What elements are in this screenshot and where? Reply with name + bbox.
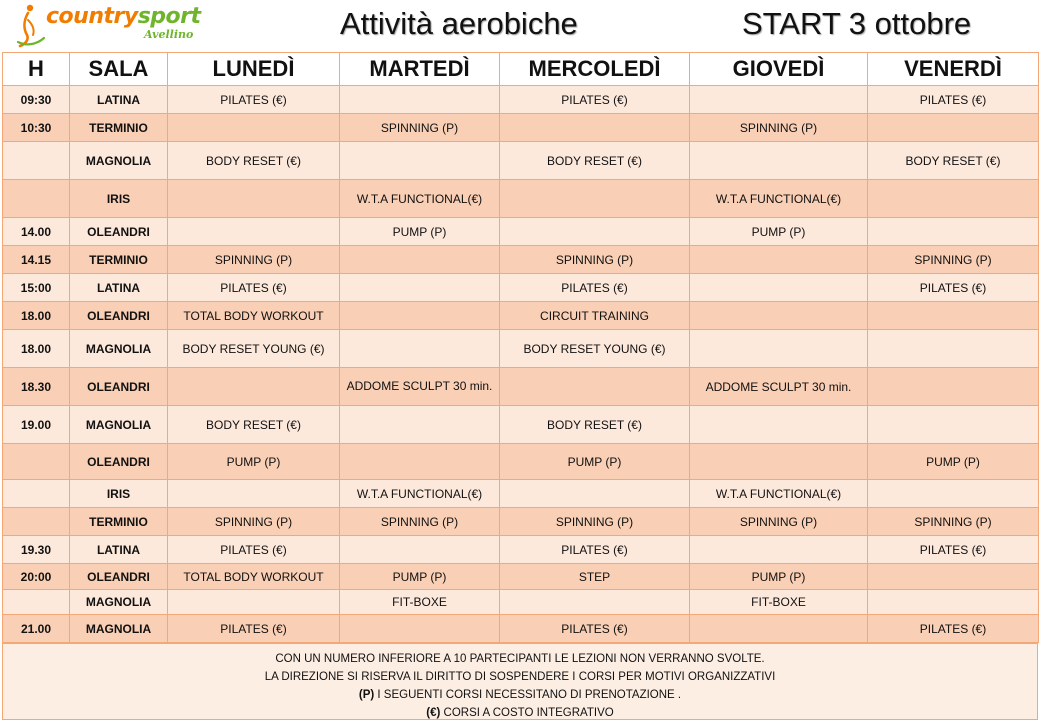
column-header-monday: LUNEDÌ	[168, 53, 340, 86]
time-cell	[3, 444, 70, 480]
class-cell-monday	[168, 480, 340, 508]
class-cell-friday: PUMP (P)	[868, 444, 1039, 480]
class-cell-tuesday	[340, 142, 500, 180]
room-cell: OLEANDRI	[70, 564, 168, 590]
room-cell: TERMINIO	[70, 246, 168, 274]
class-cell-thursday	[690, 274, 868, 302]
class-cell-wednesday	[500, 368, 690, 406]
column-header-tuesday: MARTEDÌ	[340, 53, 500, 86]
class-cell-monday: PILATES (€)	[168, 86, 340, 114]
class-cell-friday: SPINNING (P)	[868, 508, 1039, 536]
class-cell-friday	[868, 180, 1039, 218]
class-cell-thursday	[690, 246, 868, 274]
class-cell-monday	[168, 590, 340, 615]
table-row	[3, 246, 1039, 274]
class-cell-monday	[168, 114, 340, 142]
room-cell: TERMINIO	[70, 508, 168, 536]
class-cell-friday	[868, 302, 1039, 330]
class-cell-wednesday	[500, 218, 690, 246]
class-cell-tuesday: FIT-BOXE	[340, 590, 500, 615]
room-cell: LATINA	[70, 274, 168, 302]
table-row	[3, 142, 1039, 180]
class-cell-thursday: SPINNING (P)	[690, 508, 868, 536]
time-cell: 14.15	[3, 246, 70, 274]
room-cell: LATINA	[70, 536, 168, 564]
class-cell-thursday	[690, 444, 868, 480]
page-title: Attività aerobiche	[340, 6, 578, 41]
table-row	[3, 180, 1039, 218]
class-cell-wednesday: SPINNING (P)	[500, 246, 690, 274]
room-cell: OLEANDRI	[70, 302, 168, 330]
class-cell-monday: PILATES (€)	[168, 615, 340, 643]
class-cell-monday: PILATES (€)	[168, 536, 340, 564]
class-cell-tuesday	[340, 274, 500, 302]
class-cell-wednesday: STEP	[500, 564, 690, 590]
table-row	[3, 274, 1039, 302]
class-cell-thursday: SPINNING (P)	[690, 114, 868, 142]
class-cell-wednesday	[500, 480, 690, 508]
table-row	[3, 536, 1039, 564]
note-extra-cost-text: CORSI A COSTO INTEGRATIVO	[440, 707, 614, 719]
time-cell: 09:30	[3, 86, 70, 114]
start-date: START 3 ottobre	[742, 6, 972, 41]
class-cell-wednesday: BODY RESET (€)	[500, 142, 690, 180]
class-cell-friday	[868, 330, 1039, 368]
class-cell-monday: TOTAL BODY WORKOUT	[168, 302, 340, 330]
room-cell: OLEANDRI	[70, 444, 168, 480]
note-booking-required	[3, 686, 1037, 704]
class-cell-tuesday	[340, 536, 500, 564]
class-cell-tuesday	[340, 246, 500, 274]
class-cell-friday	[868, 368, 1039, 406]
table-row	[3, 302, 1039, 330]
class-cell-friday: PILATES (€)	[868, 615, 1039, 643]
class-cell-monday: BODY RESET YOUNG (€)	[168, 330, 340, 368]
class-cell-monday: BODY RESET (€)	[168, 142, 340, 180]
room-cell: MAGNOLIA	[70, 142, 168, 180]
table-row	[3, 406, 1039, 444]
time-cell: 14.00	[3, 218, 70, 246]
table-row	[3, 590, 1039, 615]
room-cell: MAGNOLIA	[70, 615, 168, 643]
time-cell: 20:00	[3, 564, 70, 590]
class-cell-tuesday: SPINNING (P)	[340, 114, 500, 142]
class-cell-thursday	[690, 330, 868, 368]
class-cell-wednesday: PILATES (€)	[500, 86, 690, 114]
class-cell-monday	[168, 218, 340, 246]
class-cell-wednesday	[500, 590, 690, 615]
class-cell-friday	[868, 114, 1039, 142]
room-cell: MAGNOLIA	[70, 590, 168, 615]
class-cell-friday: SPINNING (P)	[868, 246, 1039, 274]
class-cell-wednesday	[500, 180, 690, 218]
class-cell-wednesday: PILATES (€)	[500, 536, 690, 564]
class-cell-tuesday: W.T.A FUNCTIONAL(€)	[340, 480, 500, 508]
class-cell-friday: PILATES (€)	[868, 86, 1039, 114]
class-cell-friday	[868, 564, 1039, 590]
brand-name-part2: sport	[137, 4, 201, 29]
notes-box	[2, 643, 1038, 720]
note-extra-cost	[3, 704, 1037, 722]
schedule-table	[2, 52, 1039, 643]
class-cell-monday: PILATES (€)	[168, 274, 340, 302]
class-cell-thursday	[690, 86, 868, 114]
column-header-hour: H	[3, 53, 70, 86]
brand-name	[46, 6, 201, 28]
class-cell-thursday: PUMP (P)	[690, 564, 868, 590]
class-cell-friday	[868, 590, 1039, 615]
class-cell-friday	[868, 218, 1039, 246]
table-row	[3, 218, 1039, 246]
class-cell-monday	[168, 180, 340, 218]
class-cell-wednesday: SPINNING (P)	[500, 508, 690, 536]
time-cell: 19.00	[3, 406, 70, 444]
table-row	[3, 86, 1039, 114]
time-cell	[3, 180, 70, 218]
class-cell-tuesday: SPINNING (P)	[340, 508, 500, 536]
class-cell-thursday	[690, 302, 868, 330]
brand-city: Avellino	[144, 28, 194, 41]
table-header-row	[3, 53, 1039, 86]
note-management-rights: LA DIREZIONE SI RISERVA IL DIRITTO DI SOSPENDERE I CORSI PER MOTIVI ORGANIZZATIVI	[264, 671, 776, 683]
class-cell-wednesday: BODY RESET YOUNG (€)	[500, 330, 690, 368]
table-row	[3, 480, 1039, 508]
runner-icon	[16, 2, 46, 48]
room-cell: LATINA	[70, 86, 168, 114]
class-cell-wednesday: PUMP (P)	[500, 444, 690, 480]
note-booking-key: (P)	[358, 689, 375, 701]
room-cell: OLEANDRI	[70, 218, 168, 246]
table-row	[3, 615, 1039, 643]
note-extra-cost-key: (€)	[426, 707, 441, 719]
table-row	[3, 564, 1039, 590]
class-cell-tuesday	[340, 86, 500, 114]
class-cell-wednesday: BODY RESET (€)	[500, 406, 690, 444]
time-cell	[3, 508, 70, 536]
class-cell-tuesday	[340, 444, 500, 480]
room-cell: MAGNOLIA	[70, 330, 168, 368]
brand-name-part1: country	[46, 4, 138, 29]
note-minimum-participants: CON UN NUMERO INFERIORE A 10 PARTECIPANTI LE LEZIONI NON VERRANNO SVOLTE.	[275, 653, 765, 665]
column-header-friday: VENERDÌ	[868, 53, 1039, 86]
class-cell-wednesday: CIRCUIT TRAINING	[500, 302, 690, 330]
class-cell-tuesday: PUMP (P)	[340, 218, 500, 246]
time-cell: 18.00	[3, 330, 70, 368]
time-cell: 21.00	[3, 615, 70, 643]
column-header-wednesday: MERCOLEDÌ	[500, 53, 690, 86]
class-cell-thursday: FIT-BOXE	[690, 590, 868, 615]
column-header-room: SALA	[70, 53, 168, 86]
class-cell-monday: SPINNING (P)	[168, 246, 340, 274]
class-cell-monday: BODY RESET (€)	[168, 406, 340, 444]
table-row	[3, 368, 1039, 406]
room-cell: TERMINIO	[70, 114, 168, 142]
class-cell-tuesday	[340, 302, 500, 330]
class-cell-tuesday	[340, 330, 500, 368]
class-cell-friday: PILATES (€)	[868, 536, 1039, 564]
class-cell-thursday	[690, 406, 868, 444]
time-cell	[3, 480, 70, 508]
class-cell-thursday	[690, 615, 868, 643]
class-cell-friday	[868, 480, 1039, 508]
class-cell-thursday	[690, 536, 868, 564]
time-cell	[3, 590, 70, 615]
class-cell-thursday: ADDOME SCULPT 30 min.	[690, 368, 868, 406]
class-cell-wednesday	[500, 114, 690, 142]
class-cell-text: ADDOME SCULPT 30 min.	[346, 379, 493, 393]
table-row	[3, 444, 1039, 480]
table-row	[3, 114, 1039, 142]
time-cell: 15:00	[3, 274, 70, 302]
class-cell-friday	[868, 406, 1039, 444]
room-cell: IRIS	[70, 480, 168, 508]
table-row	[3, 330, 1039, 368]
time-cell: 10:30	[3, 114, 70, 142]
room-cell: MAGNOLIA	[70, 406, 168, 444]
page-header	[0, 0, 1040, 52]
class-cell-monday: SPINNING (P)	[168, 508, 340, 536]
table-row	[3, 508, 1039, 536]
class-cell-thursday: PUMP (P)	[690, 218, 868, 246]
time-cell: 18.00	[3, 302, 70, 330]
class-cell-monday	[168, 368, 340, 406]
time-cell: 19.30	[3, 536, 70, 564]
class-cell-monday: TOTAL BODY WORKOUT	[168, 564, 340, 590]
class-cell-thursday: W.T.A FUNCTIONAL(€)	[690, 480, 868, 508]
class-cell-wednesday: PILATES (€)	[500, 615, 690, 643]
time-cell	[3, 142, 70, 180]
class-cell-thursday	[690, 142, 868, 180]
class-cell-tuesday: W.T.A FUNCTIONAL(€)	[340, 180, 500, 218]
class-cell-tuesday	[340, 406, 500, 444]
class-cell-wednesday: PILATES (€)	[500, 274, 690, 302]
note-booking-text: I SEGUENTI CORSI NECESSITANO DI PRENOTAZIONE .	[374, 689, 682, 701]
class-cell-friday: BODY RESET (€)	[868, 142, 1039, 180]
class-cell-tuesday	[340, 615, 500, 643]
brand-logo	[16, 2, 200, 48]
room-cell: IRIS	[70, 180, 168, 218]
time-cell: 18.30	[3, 368, 70, 406]
column-header-thursday: GIOVEDÌ	[690, 53, 868, 86]
class-cell-tuesday	[340, 368, 500, 406]
class-cell-thursday: W.T.A FUNCTIONAL(€)	[690, 180, 868, 218]
class-cell-friday: PILATES (€)	[868, 274, 1039, 302]
class-cell-tuesday: PUMP (P)	[340, 564, 500, 590]
class-cell-monday: PUMP (P)	[168, 444, 340, 480]
room-cell: OLEANDRI	[70, 368, 168, 406]
